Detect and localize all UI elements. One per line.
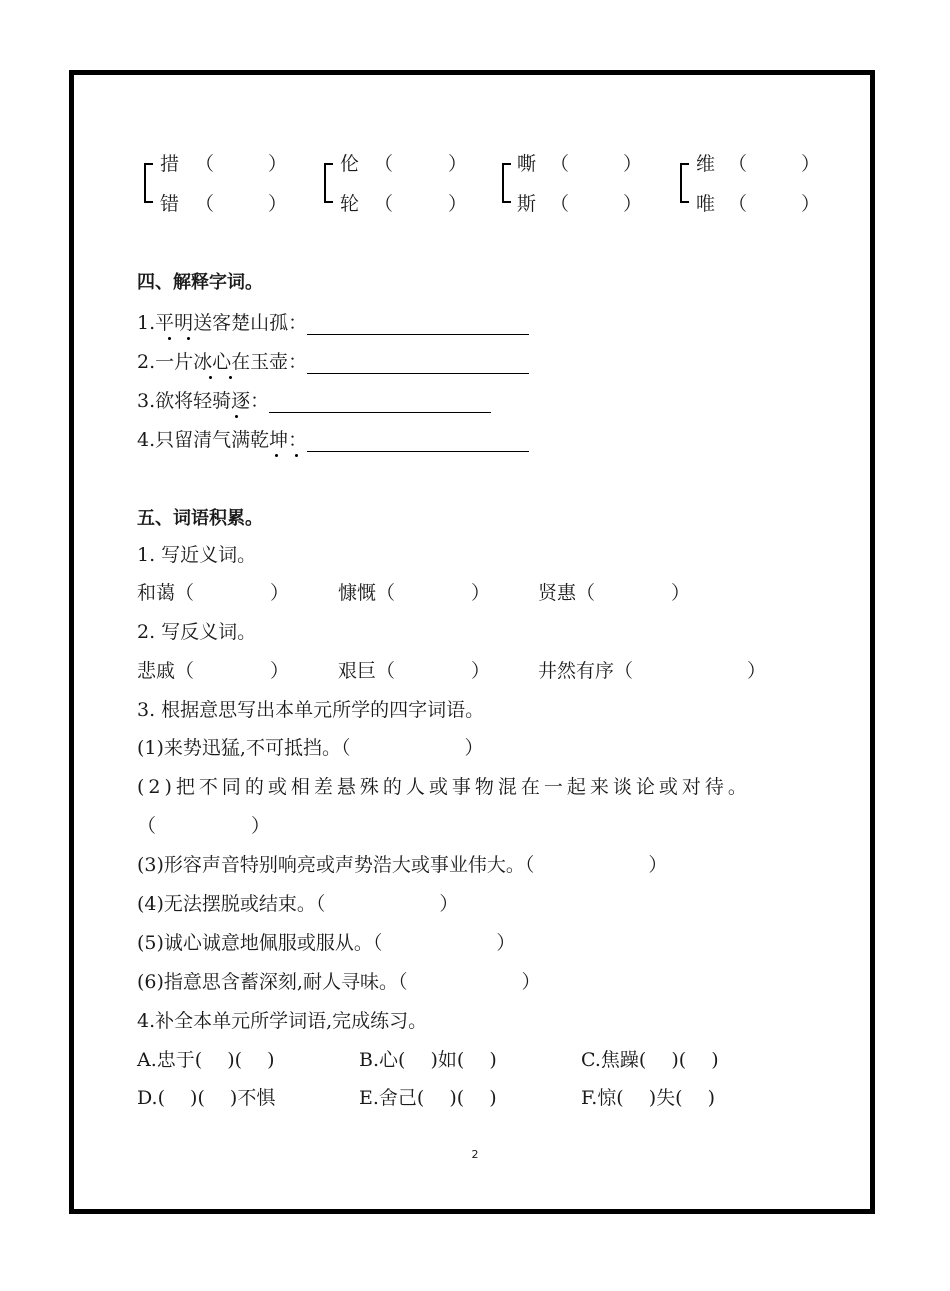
q3-item: (5)诚心诚意地佩服或服从。（ ） <box>137 932 516 954</box>
q3-item: (4)无法摆脱或结束。（ ） <box>137 893 459 915</box>
q4-item[interactable]: E.舍己( )( ) <box>359 1087 497 1109</box>
synonym-item[interactable]: 慷慨（ ） <box>338 582 491 604</box>
pair-4-bottom: 唯 <box>696 193 716 215</box>
q4-item[interactable]: F.惊( )失( ) <box>581 1087 715 1109</box>
q4-item[interactable]: A.忠于( )( ) <box>137 1049 275 1071</box>
section-4-heading: 四、解释字词。 <box>137 272 263 293</box>
pair-2-bottom: 轮 <box>340 193 360 215</box>
section-4-item: 1.平明送客楚山孤： <box>137 311 529 335</box>
antonym-item[interactable]: 艰巨（ ） <box>338 660 491 682</box>
paren-blank[interactable]: （ <box>195 193 215 215</box>
pair-1-bottom: 错 <box>160 193 180 215</box>
bracket-icon <box>678 163 690 203</box>
paren-blank[interactable]: （ <box>195 153 215 175</box>
antonym-item[interactable]: 井然有序（ ） <box>538 660 767 682</box>
paren-blank[interactable]: （ <box>550 193 570 215</box>
paren-blank[interactable]: （ <box>374 193 394 215</box>
q3-item: (1)来势迅猛,不可抵挡。（ ） <box>137 737 484 759</box>
question-1-title: 1. 写近义词。 <box>137 544 257 566</box>
pair-3-bottom: 斯 <box>517 193 537 215</box>
bracket-icon <box>142 163 154 203</box>
paren-blank[interactable]: （ <box>728 153 748 175</box>
emphasis-dot <box>168 337 171 340</box>
q4-row <box>137 1086 715 1182</box>
answer-line[interactable] <box>307 431 529 452</box>
q4-item[interactable]: C.焦躁( )( ) <box>581 1049 719 1071</box>
paren-blank[interactable]: （ <box>728 193 748 215</box>
pair-2-top: 伦 <box>340 153 360 175</box>
bracket-icon <box>500 163 512 203</box>
emphasis-dot <box>229 376 232 379</box>
q3-item-blank[interactable]: （ ） <box>137 815 271 837</box>
paren-blank[interactable]: （ <box>550 153 570 175</box>
q4-item[interactable]: D.( )( )不惧 <box>137 1087 276 1109</box>
question-4-title: 4.补全本单元所学词语,完成练习。 <box>137 1010 428 1032</box>
emphasis-dot <box>187 337 190 340</box>
page-number: 2 <box>471 1148 479 1161</box>
answer-line[interactable] <box>269 392 491 413</box>
pair-4-top: 维 <box>696 153 716 175</box>
emphasis-dot <box>275 454 278 457</box>
pair-1-top: 措 <box>160 153 180 175</box>
pair-3-top: 嘶 <box>517 153 537 175</box>
question-3-title: 3. 根据意思写出本单元所学的四字词语。 <box>137 699 485 721</box>
bracket-icon <box>322 163 334 203</box>
section-4-item: 2.一片冰心在玉壶： <box>137 350 529 374</box>
question-2-title: 2. 写反义词。 <box>137 621 257 643</box>
antonym-item[interactable]: 悲戚（ ） <box>137 660 290 682</box>
synonym-item[interactable]: 贤惠（ ） <box>538 582 691 604</box>
section-5-heading: 五、词语积累。 <box>137 508 263 529</box>
q3-item: (3)形容声音特别响亮或声势浩大或事业伟大。（ ） <box>137 854 668 876</box>
emphasis-dot <box>209 376 212 379</box>
emphasis-dot <box>235 415 238 418</box>
q3-item: (6)指意思含蓄深刻,耐人寻味。（ ） <box>137 971 541 993</box>
answer-line[interactable] <box>307 314 529 335</box>
section-4-item: 4.只留清气满乾坤： <box>137 428 529 452</box>
emphasis-dot <box>295 454 298 457</box>
answer-line[interactable] <box>307 353 529 374</box>
q4-item[interactable]: B.心( )如( ) <box>359 1049 497 1071</box>
paren-blank[interactable]: （ <box>374 153 394 175</box>
q3-item: (2)把不同的或相差悬殊的人或事物混在一起来谈论或对待。 <box>137 776 751 798</box>
section-4-item: 3.欲将轻骑逐： <box>137 389 491 413</box>
synonym-item[interactable]: 和蔼（ ） <box>137 582 290 604</box>
